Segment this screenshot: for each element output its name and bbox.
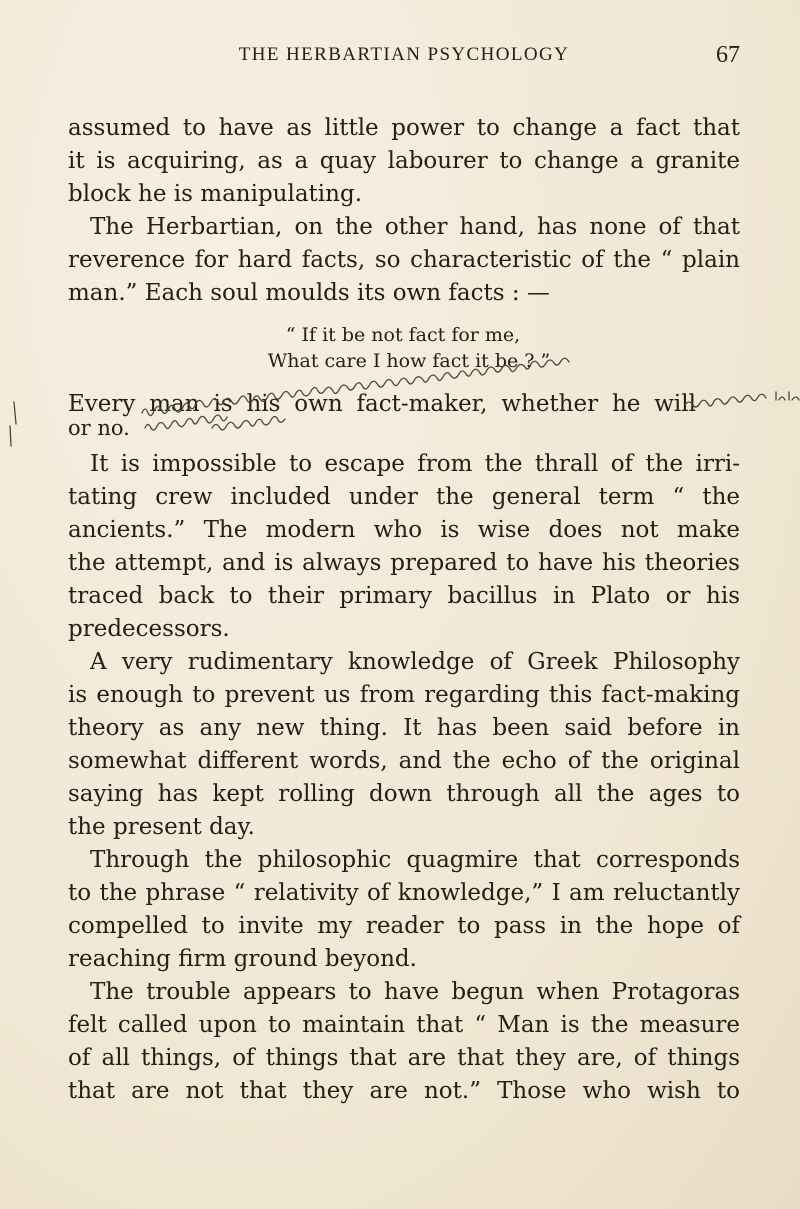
page-number: 67	[716, 42, 740, 68]
text-line: traced back to their primary bacillus in Plato or his	[68, 583, 740, 609]
text-line: assumed to have as little power to change a fact that	[68, 115, 740, 141]
text-line: or no.	[68, 416, 130, 440]
text-line: of all things, of things that are that they are, of things	[68, 1045, 740, 1071]
running-head-title: THE HERBARTIAN PSYCHOLOGY	[238, 44, 570, 65]
text-line: tating crew included under the general term “ the	[68, 484, 740, 510]
text-line: that are not that they are not.” Those who wish to	[68, 1078, 740, 1104]
text-line: predecessors.	[68, 616, 230, 642]
text-line: saying has kept rolling down through all the ages to	[68, 781, 740, 807]
text-line: ancients.” The modern who is wise does not make	[68, 517, 740, 543]
text-line-annotated: Every man is his own fact-maker, whether he will	[68, 391, 696, 417]
text-line: Through the philosophic quagmire that corresponds	[90, 847, 740, 873]
text-line: felt called upon to maintain that “ Man is the measure	[68, 1012, 740, 1038]
text-line: It is impossible to escape from the thrall of the irri-	[90, 451, 740, 477]
text-line: the present day.	[68, 814, 255, 840]
text-line: compelled to invite my reader to pass in the hope of	[68, 913, 740, 939]
text-line: block he is manipulating.	[68, 181, 363, 207]
quote-line: What care I how fact it be ? ”	[267, 350, 551, 372]
text-line: The Herbartian, on the other hand, has none of that	[90, 214, 740, 240]
text-line: it is acquiring, as a quay labourer to change a granite	[68, 148, 740, 174]
text-line: to the phrase “ relativity of knowledge,” I am reluctantly	[68, 880, 740, 906]
text-line: is enough to prevent us from regarding this fact-making	[68, 682, 740, 708]
text-line: man.” Each soul moulds its own facts : —	[68, 280, 550, 306]
quote-line: “ If it be not fact for me,	[285, 324, 521, 346]
text-line: somewhat different words, and the echo of the original	[68, 748, 740, 774]
text-line: reaching firm ground beyond.	[68, 946, 417, 972]
text-line: reverence for hard facts, so characteristic of the “ plain	[68, 247, 740, 273]
running-head	[68, 40, 740, 70]
text-line: The trouble appears to have begun when Protagoras	[90, 979, 740, 1005]
text-line: theory as any new thing. It has been said before in	[68, 715, 740, 741]
text-line: A very rudimentary knowledge of Greek Philosophy	[90, 649, 740, 675]
text-line: the attempt, and is always prepared to have his theories	[68, 550, 740, 576]
